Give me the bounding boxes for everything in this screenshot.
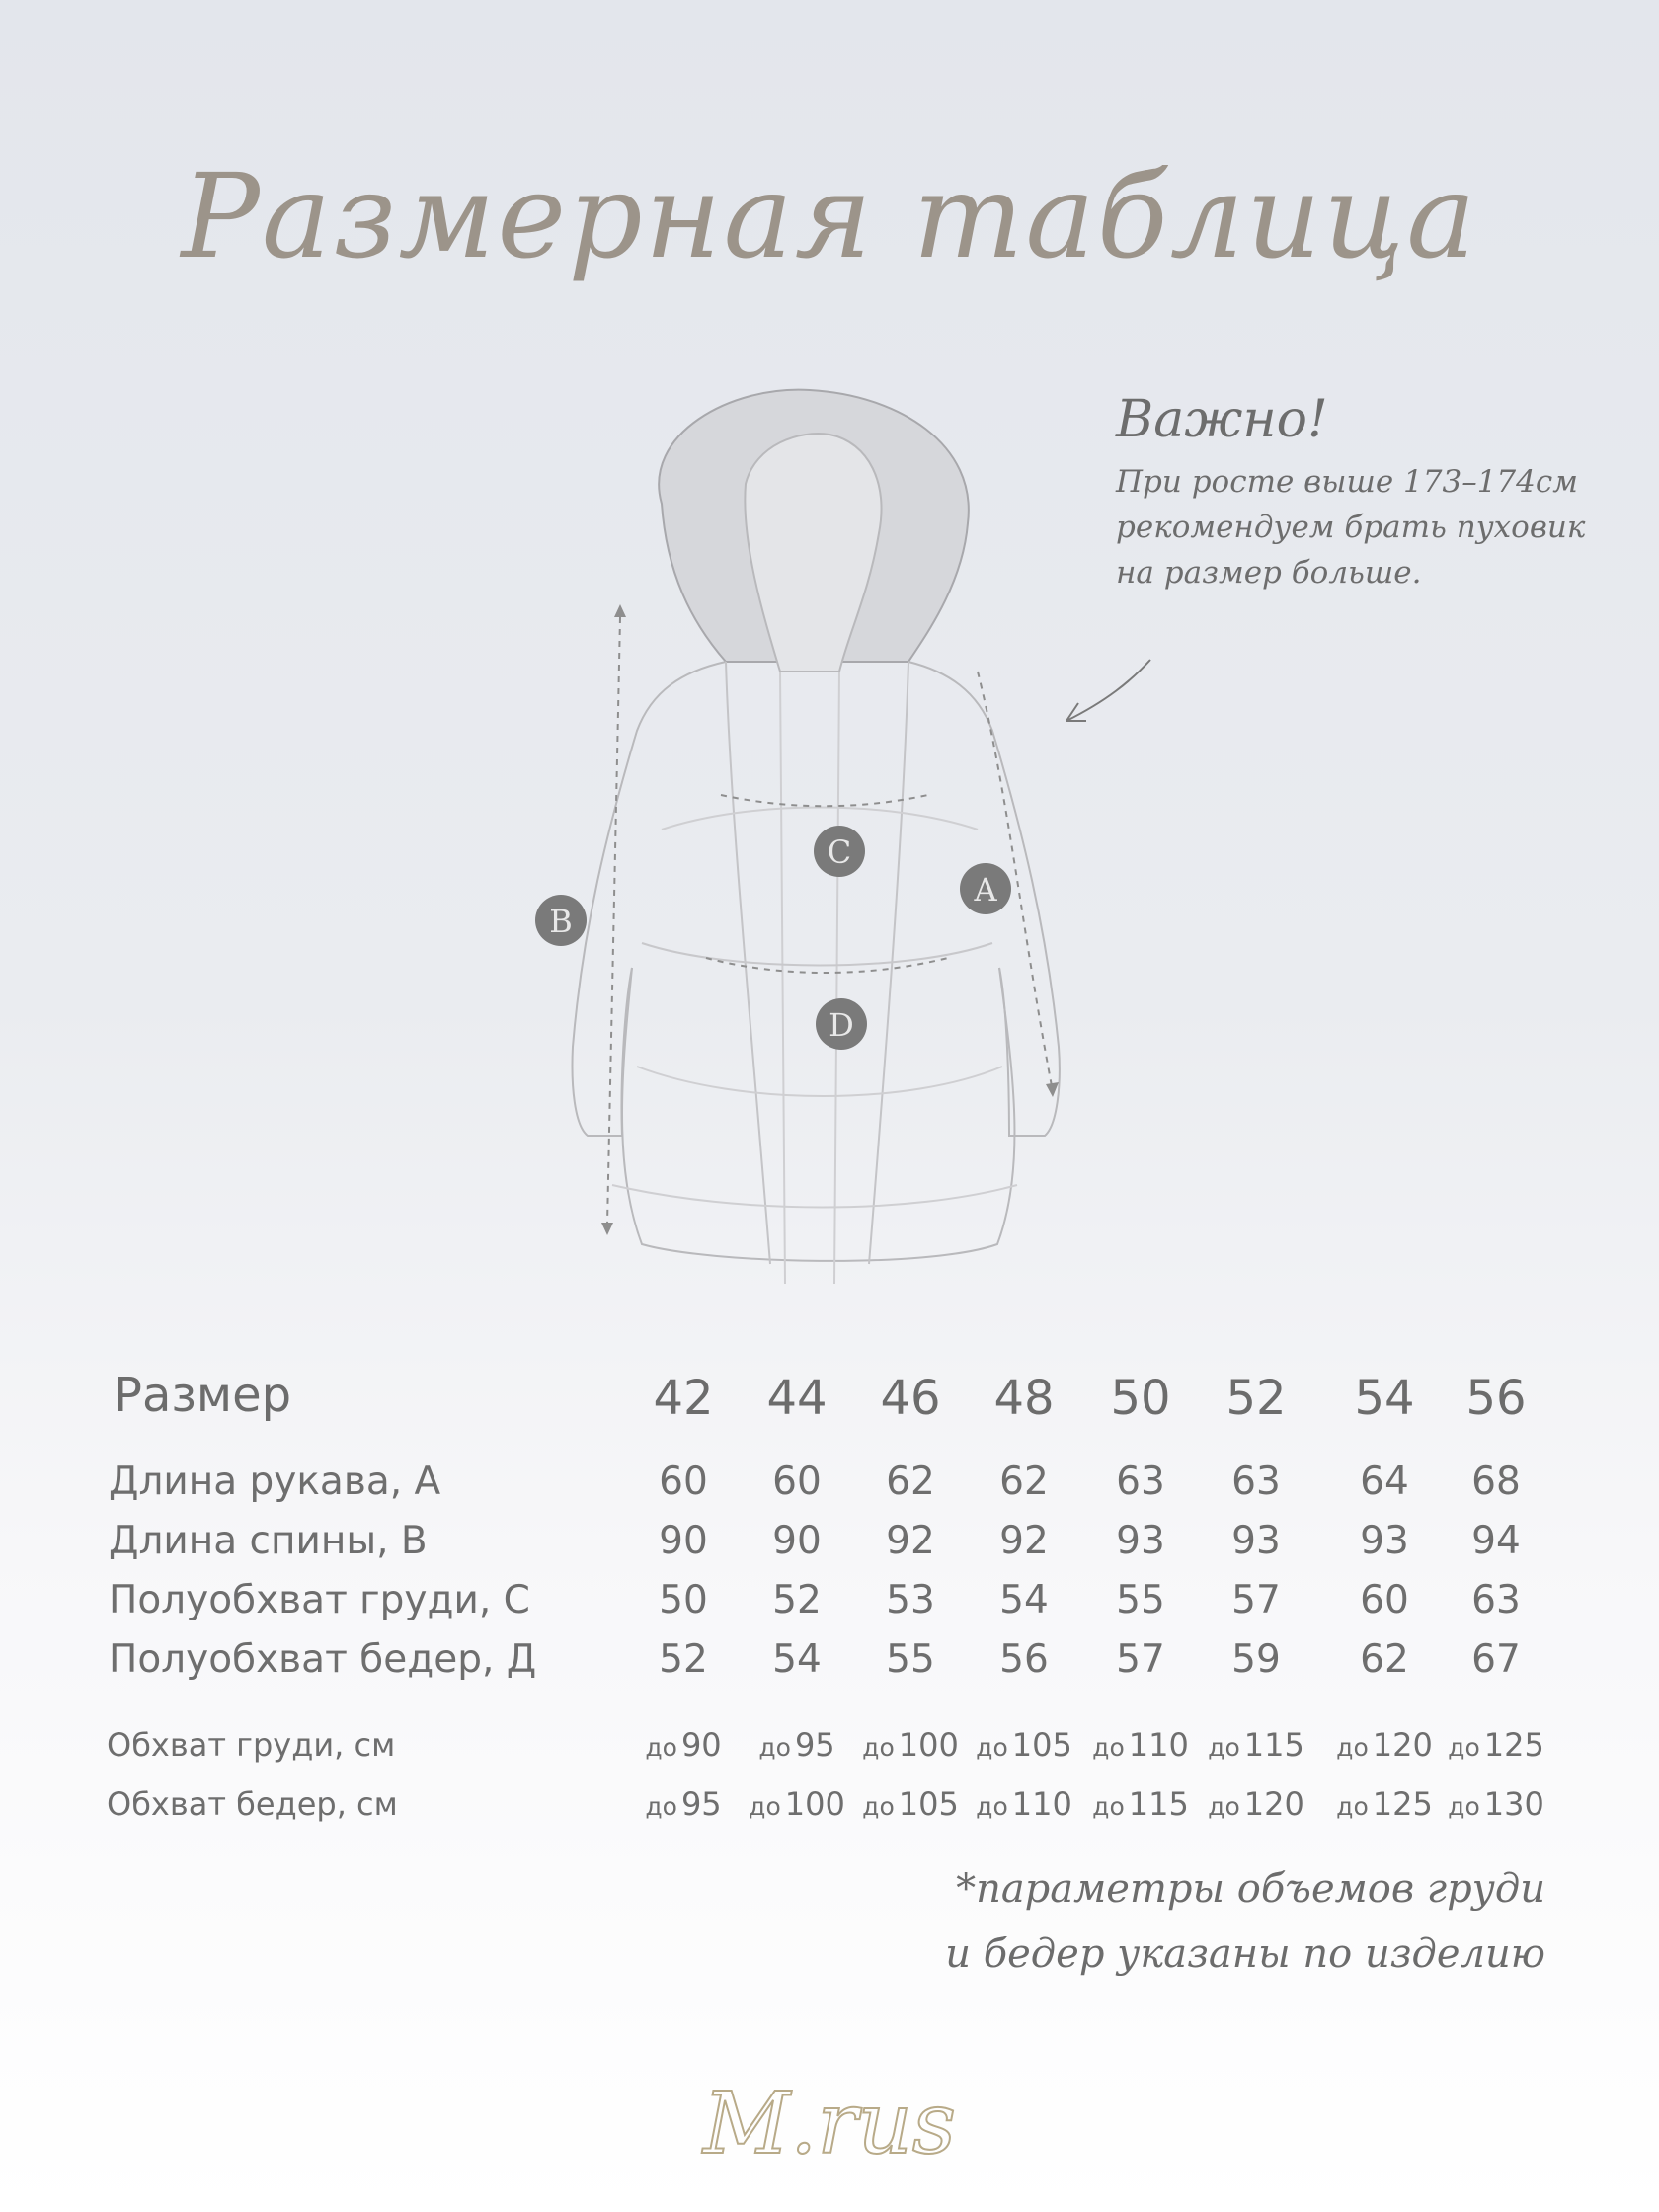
measure-value: 55 [886,1637,935,1682]
measure-value: 59 [1231,1637,1281,1682]
size-header-cell: 48 [993,1371,1055,1426]
girth-value [1208,1726,1304,1764]
marker-d-label: D [829,1006,854,1044]
measure-label: Полуобхват груди, С [109,1578,530,1622]
girth-number: 95 [680,1785,722,1823]
footnote-line: *параметры объемов груди [956,1866,1545,1912]
measure-value: 62 [1360,1637,1409,1682]
girth-value [1448,1785,1544,1823]
measure-value: 90 [659,1519,708,1563]
girth-prefix: до [976,1792,1008,1821]
size-header-label: Размер [114,1368,292,1423]
girth-number: 120 [1243,1785,1304,1823]
size-header-cell: 50 [1110,1371,1171,1426]
measure-value: 62 [886,1460,935,1504]
measure-value: 94 [1471,1519,1521,1563]
page-title: Размерная таблица [181,148,1478,284]
measure-value: 54 [772,1637,822,1682]
measure-value: 67 [1471,1637,1521,1682]
note-body: При росте выше 173–174см рекомендуем брать пуховик на размер больше. [1116,464,1586,591]
girth-prefix: до [1448,1733,1480,1762]
girth-label: Обхват груди, см [107,1726,396,1764]
measure-label: Длина спины, В [109,1519,428,1563]
girth-value [976,1726,1072,1764]
arrow-icon [1057,652,1165,731]
girth-value [1336,1726,1433,1764]
girth-value [976,1785,1072,1823]
girth-number: 100 [898,1726,959,1764]
measure-value: 53 [886,1578,935,1622]
measure-value: 60 [772,1460,822,1504]
girth-prefix: до [1208,1733,1240,1762]
girth-prefix: до [1336,1792,1369,1821]
size-header-cell: 46 [880,1371,941,1426]
girth-number: 100 [784,1785,845,1823]
girth-number: 125 [1483,1726,1544,1764]
girth-number: 115 [1243,1726,1304,1764]
size-header-cell: 52 [1225,1371,1287,1426]
girth-number: 125 [1372,1785,1433,1823]
measure-value: 90 [772,1519,822,1563]
measure-value: 64 [1360,1460,1409,1504]
girth-value [758,1726,834,1764]
size-header-cell: 56 [1465,1371,1527,1426]
measure-value: 63 [1471,1578,1521,1622]
measure-value: 52 [659,1637,708,1682]
brand-logo [681,2054,978,2202]
girth-number: 105 [898,1785,959,1823]
girth-value [645,1785,721,1823]
measure-value: 56 [999,1637,1049,1682]
size-header-cell: 42 [653,1371,714,1426]
girth-prefix: до [976,1733,1008,1762]
girth-prefix: до [1336,1733,1369,1762]
girth-number: 110 [1011,1785,1072,1823]
girth-number: 110 [1128,1726,1189,1764]
measure-value: 93 [1231,1519,1281,1563]
measure-value: 52 [772,1578,822,1622]
girth-prefix: до [758,1733,791,1762]
girth-value [1208,1785,1304,1823]
marker-c-label: C [827,833,852,871]
measure-value: 60 [659,1460,708,1504]
measure-value: 93 [1360,1519,1409,1563]
girth-prefix: до [862,1733,895,1762]
marker-b-label: B [549,903,573,940]
girth-value [1336,1785,1433,1823]
size-header-cell: 44 [766,1371,828,1426]
measure-value: 92 [886,1519,935,1563]
coat-sketch [514,375,1126,1304]
girth-number: 130 [1483,1785,1544,1823]
girth-prefix: до [1208,1792,1240,1821]
girth-prefix: до [1092,1792,1125,1821]
girth-number: 105 [1011,1726,1072,1764]
footnote-line: и бедер указаны по изделию [945,1932,1545,1977]
girth-number: 90 [680,1726,722,1764]
girth-prefix: до [862,1792,895,1821]
measure-value: 63 [1231,1460,1281,1504]
footnote [945,1856,1545,1987]
measure-value: 54 [999,1578,1049,1622]
girth-prefix: до [749,1792,781,1821]
measure-value: 60 [1360,1578,1409,1622]
marker-a-label: A [974,871,997,908]
measure-value: 93 [1116,1519,1165,1563]
important-note [1116,390,1629,595]
girth-number: 95 [794,1726,835,1764]
measure-value: 50 [659,1578,708,1622]
girth-prefix: до [645,1733,677,1762]
girth-prefix: до [1448,1792,1480,1821]
girth-value [1092,1726,1189,1764]
measure-value: 92 [999,1519,1049,1563]
girth-value [862,1726,959,1764]
girth-prefix: до [1092,1733,1125,1762]
measure-value: 62 [999,1460,1049,1504]
measure-label: Длина рукава, А [109,1460,441,1504]
measure-value: 68 [1471,1460,1521,1504]
measure-label: Полуобхват бедер, Д [109,1637,537,1682]
size-header-cell: 54 [1354,1371,1415,1426]
girth-value [749,1785,845,1823]
girth-value [1092,1785,1189,1823]
girth-label: Обхват бедер, см [107,1785,398,1823]
measure-value: 57 [1231,1578,1281,1622]
measure-value: 63 [1116,1460,1165,1504]
measure-value: 57 [1116,1637,1165,1682]
girth-prefix: до [645,1792,677,1821]
note-heading: Важно! [1116,390,1328,449]
logo-text: M.rus [702,2075,957,2173]
girth-value [645,1726,721,1764]
measure-value: 55 [1116,1578,1165,1622]
girth-number: 120 [1372,1726,1433,1764]
girth-value [1448,1726,1544,1764]
girth-number: 115 [1128,1785,1189,1823]
girth-value [862,1785,959,1823]
